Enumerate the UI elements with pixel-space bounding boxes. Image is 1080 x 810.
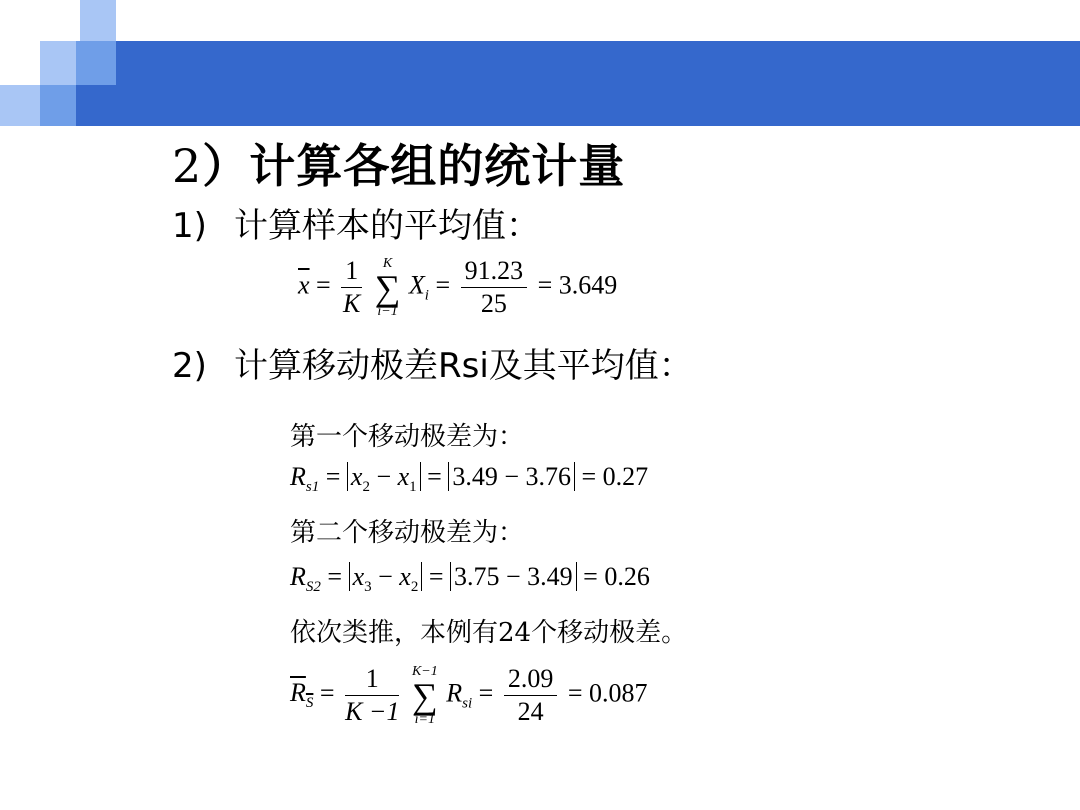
- coefficient-fraction: [345, 664, 399, 727]
- decor-square: [76, 41, 116, 85]
- coef-numerator: 1: [345, 664, 399, 696]
- header-band: [76, 41, 1080, 126]
- range-line-1: 第一个移动极差为：: [290, 422, 525, 452]
- decor-square: [40, 85, 76, 126]
- value-fraction: [504, 664, 558, 727]
- value-denominator: 24: [517, 697, 544, 726]
- coef-numerator: 1: [341, 256, 362, 288]
- sum-lower: i−1: [377, 303, 398, 319]
- abs-numeric: 3.49 − 3.76: [448, 462, 575, 491]
- sum-lower: i=1: [414, 711, 436, 727]
- sum-term: R: [446, 678, 463, 708]
- coef-denominator: K −1: [345, 697, 400, 726]
- sum-term-sub: i: [424, 287, 429, 304]
- sum-upper: K−1: [411, 663, 438, 679]
- mean-formula: $\overline{x}$ = $\frac{1}{K}$ K ∑ i−1 $X_i$ = $\frac{91.23}{25}$ = 3.649: [298, 255, 618, 319]
- rs-mean-formula: $R_S$ = $\frac{1}{K -1}$ K−1 ∑ i=1 $R_{si}$ = $\frac{2.09}{24}$ = 0.087: [290, 663, 648, 727]
- value-numerator: 91.23: [461, 256, 528, 288]
- rs2-sub: S2: [305, 579, 321, 596]
- page-title: [172, 130, 625, 196]
- rs1-symbol: R: [290, 462, 306, 491]
- list-item: [172, 198, 540, 247]
- rs1-sub: s1: [305, 479, 320, 496]
- sum-term-sub: si: [462, 695, 473, 712]
- rs2-formula: $R_{S2} = x_3 - x_2 = 3.75 - 3.49 = 0.26$: [290, 562, 650, 596]
- list-item: [172, 338, 693, 387]
- sum-term: X: [408, 270, 425, 300]
- sum-upper: K: [382, 255, 393, 271]
- formula-lhs: $\overline{x}$: [298, 270, 310, 300]
- rs2-result: = 0.26: [583, 562, 650, 591]
- item-text: 计算移动极差Rsi及其平均值：: [234, 346, 693, 386]
- range-line-3: 依次类推，本例有24个移动极差。: [290, 618, 688, 648]
- decor-square: [0, 85, 40, 126]
- decor-square: [40, 41, 76, 85]
- value-fraction: [461, 256, 528, 319]
- abs-expression: $x_3 - x_2$: [349, 562, 423, 591]
- title-number: 2: [172, 139, 203, 193]
- abs-numeric: 3.75 − 3.49: [450, 562, 577, 591]
- sum-symbol: K ∑ i−1: [374, 255, 401, 319]
- value-denominator: 25: [480, 289, 507, 318]
- coef-denominator: K: [343, 289, 361, 318]
- item-text: 计算样本的平均值：: [234, 206, 540, 246]
- formula-result: = 0.087: [567, 678, 648, 708]
- value-numerator: 2.09: [504, 664, 558, 696]
- rs2-symbol: R: [290, 562, 306, 591]
- rs1-result: = 0.27: [581, 462, 649, 491]
- abs-expression: $x_2 - x_1$: [347, 462, 421, 491]
- sum-symbol: K−1 ∑ i=1: [411, 663, 438, 727]
- range-line-2: 第二个移动极差为：: [290, 518, 525, 548]
- title-text: ）计算各组的统计量: [202, 139, 626, 193]
- item-label: 2): [172, 346, 207, 386]
- rs1-formula: $R_{s1} = x_2 - x_1 = 3.49 - 3.76 = 0.27$: [290, 462, 649, 496]
- formula-result: = 3.649: [537, 270, 618, 300]
- item-label: 1): [172, 206, 207, 246]
- coefficient-fraction: [341, 256, 362, 319]
- decor-square: [80, 0, 116, 41]
- rs-mean-symbol: R: [290, 678, 306, 708]
